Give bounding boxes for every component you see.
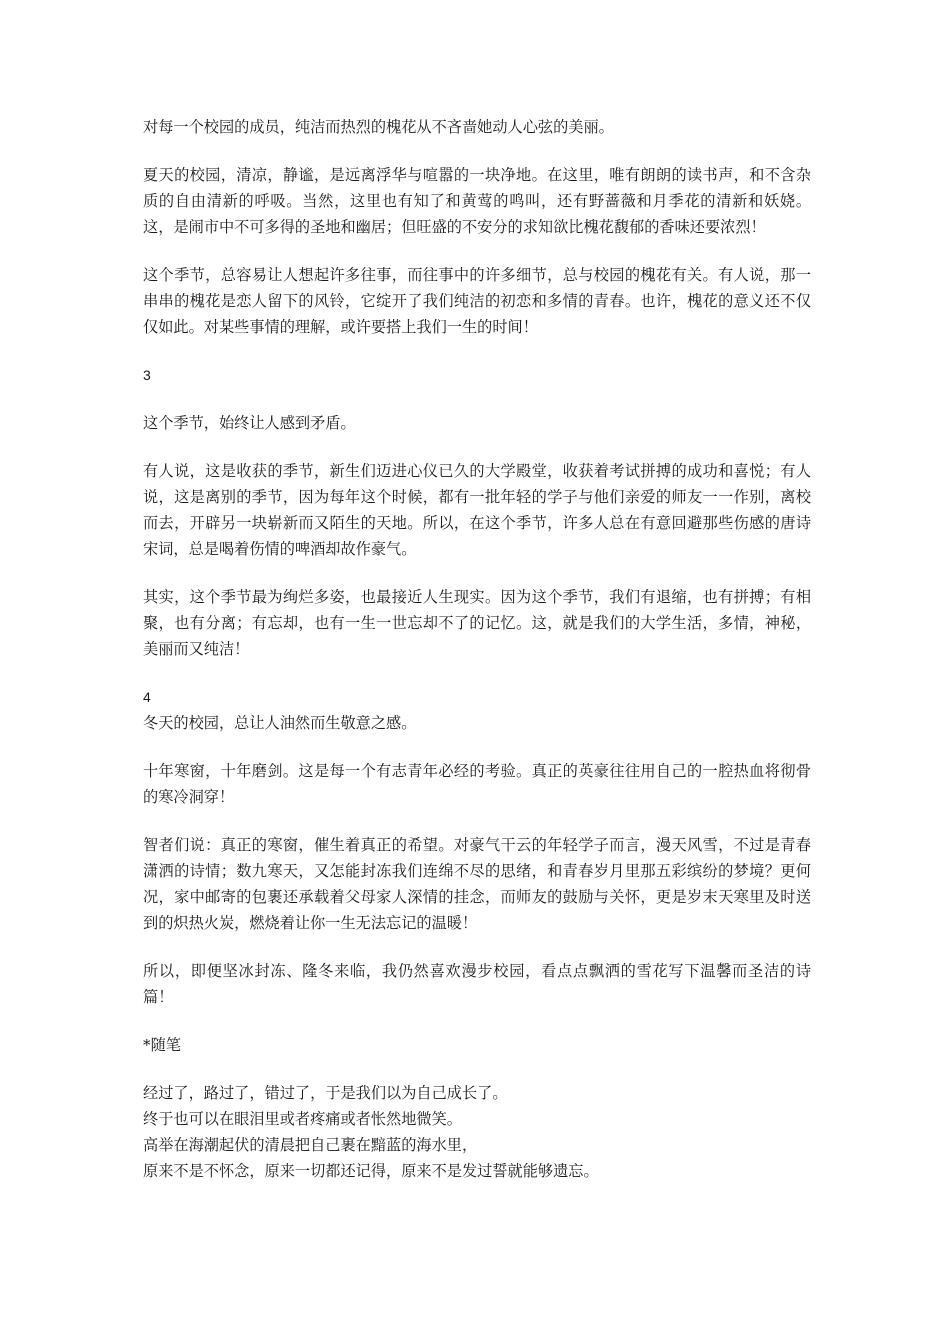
essay-line: 原来不是不怀念，原来一切都还记得，原来不是发过誓就能够遗忘。 bbox=[143, 1162, 599, 1180]
paragraph: 有人说，这是收获的季节，新生们迈进心仪已久的大学殿堂，收获着考试拼搏的成功和喜悦；有人说，这是离别的季节，因为每年这个时候，都有一批年轻的学子与他们亲爱的师友一一作别，离校而去，开辟另一块崭新而又陌生的天地。所以，在这个季节，许多人总在有意回避那些伤感的唐诗宋词，总是喝着伤情的啤酒却故作豪气。 bbox=[143, 462, 811, 558]
section-number: 3 bbox=[143, 367, 151, 383]
essay-line: 高举在海潮起伏的清晨把自己裹在黯蓝的海水里， bbox=[143, 1136, 478, 1154]
paragraph: 对每一个校园的成员，纯洁而热烈的槐花从不吝啬她动人心弦的美丽。 bbox=[143, 118, 614, 136]
paragraph: 这个季节，始终让人感到矛盾。 bbox=[143, 414, 356, 432]
paragraph: 其实，这个季节最为绚烂多姿，也最接近人生现实。因为这个季节，我们有退缩，也有拼搏；有相聚，也有分离；有忘却，也有一生一世忘却不了的记忆。这，就是我们的大学生活，多情，神秘，美丽而又纯洁！ bbox=[143, 588, 811, 658]
paragraph: 夏天的校园，清凉，静谧，是远离浮华与喧嚣的一块净地。在这里，唯有朗朗的读书声，和不含杂质的自由清新的呼吸。当然，这里也有知了和黄莺的鸣叫，还有野蔷薇和月季花的清新和妖娆。这，是闹市中不可多得的圣地和幽居；但旺盛的不安分的求知欲比槐花馥郁的香味还要浓烈！ bbox=[143, 166, 811, 236]
essay-line: 终于也可以在眼泪里或者疼痛或者怅然地微笑。 bbox=[143, 1110, 462, 1128]
essay-label: *随笔 bbox=[143, 1036, 181, 1054]
paragraph: 冬天的校园，总让人油然而生敬意之感。 bbox=[143, 714, 417, 732]
document-body bbox=[143, 114, 811, 1184]
essay-line: 经过了，路过了，错过了，于是我们以为自己成长了。 bbox=[143, 1084, 508, 1102]
paragraph: 十年寒窗，十年磨剑。这是每一个有志青年必经的考验。真正的英豪往往用自己的一腔热血将彻骨的寒冷洞穿！ bbox=[143, 762, 811, 806]
essay-lines bbox=[143, 1080, 811, 1184]
section-number: 4 bbox=[143, 689, 151, 705]
paragraph: 智者们说：真正的寒窗，催生着真正的希望。对豪气干云的年轻学子而言，漫天风雪，不过是青春潇洒的诗情；数九寒天，又怎能封冻我们连绵不尽的思绪，和青春岁月里那五彩缤纷的梦境？更何况，家中邮寄的包裹还承载着父母家人深情的挂念，而师友的鼓励与关怀，更是岁末天寒里及时送到的炽热火炭，燃烧着让你一生无法忘记的温暖！ bbox=[143, 836, 811, 932]
paragraph: 这个季节，总容易让人想起许多往事，而往事中的许多细节，总与校园的槐花有关。有人说，那一串串的槐花是恋人留下的风铃，它绽开了我们纯洁的初恋和多情的青春。也许，槐花的意义还不仅仅如此。对某些事情的理解，或许要搭上我们一生的时间！ bbox=[143, 266, 811, 336]
paragraph: 所以，即便坚冰封冻、隆冬来临，我仍然喜欢漫步校园，看点点飘洒的雪花写下温馨而圣洁的诗篇！ bbox=[143, 962, 811, 1006]
